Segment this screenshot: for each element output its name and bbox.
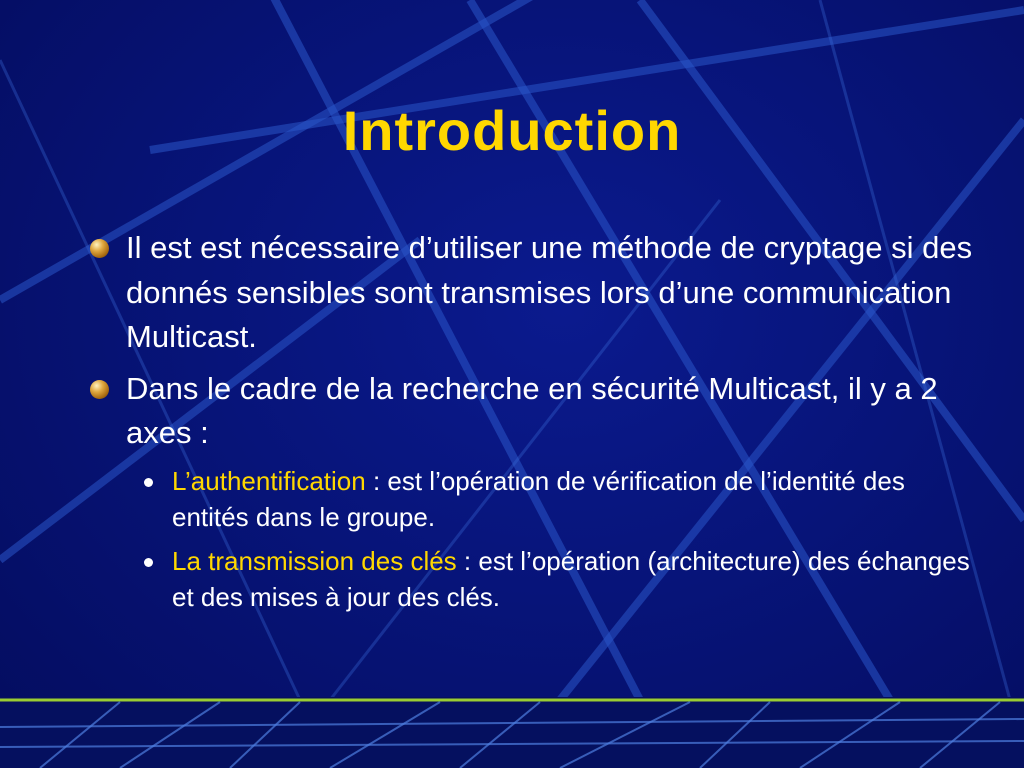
gold-sphere-bullet-icon	[90, 239, 109, 258]
white-dot-bullet-icon	[144, 558, 153, 567]
bullet-text: Dans le cadre de la recherche en sécurité Multicast, il y a 2 axes :	[126, 370, 938, 450]
sub-bullet-item	[142, 463, 988, 535]
slide-title: Introduction	[342, 99, 682, 162]
sub-bullet-text: : est l’opération de vérification de l’identité des entités dans le groupe.	[172, 465, 905, 532]
sub-bullet-list	[142, 463, 988, 615]
bullet-item	[88, 367, 988, 456]
bullet-list	[88, 226, 988, 623]
gold-sphere-bullet-icon	[90, 380, 109, 399]
bullet-item	[88, 226, 988, 360]
white-dot-bullet-icon	[144, 478, 153, 487]
sub-bullet-highlight: L’authentification	[172, 465, 366, 496]
bottom-decoration-bar	[0, 697, 1024, 768]
sub-bullet-highlight: La transmission des clés	[172, 545, 457, 576]
sub-bullet-text: : est l’opération (architecture) des échanges et des mises à jour des clés.	[172, 545, 970, 612]
sub-bullet-item	[142, 543, 988, 615]
bullet-text: Il est est nécessaire d’utiliser une méthode de cryptage si des donnés sensibles sont transmises lors d’une communication Multicast.	[126, 230, 973, 354]
